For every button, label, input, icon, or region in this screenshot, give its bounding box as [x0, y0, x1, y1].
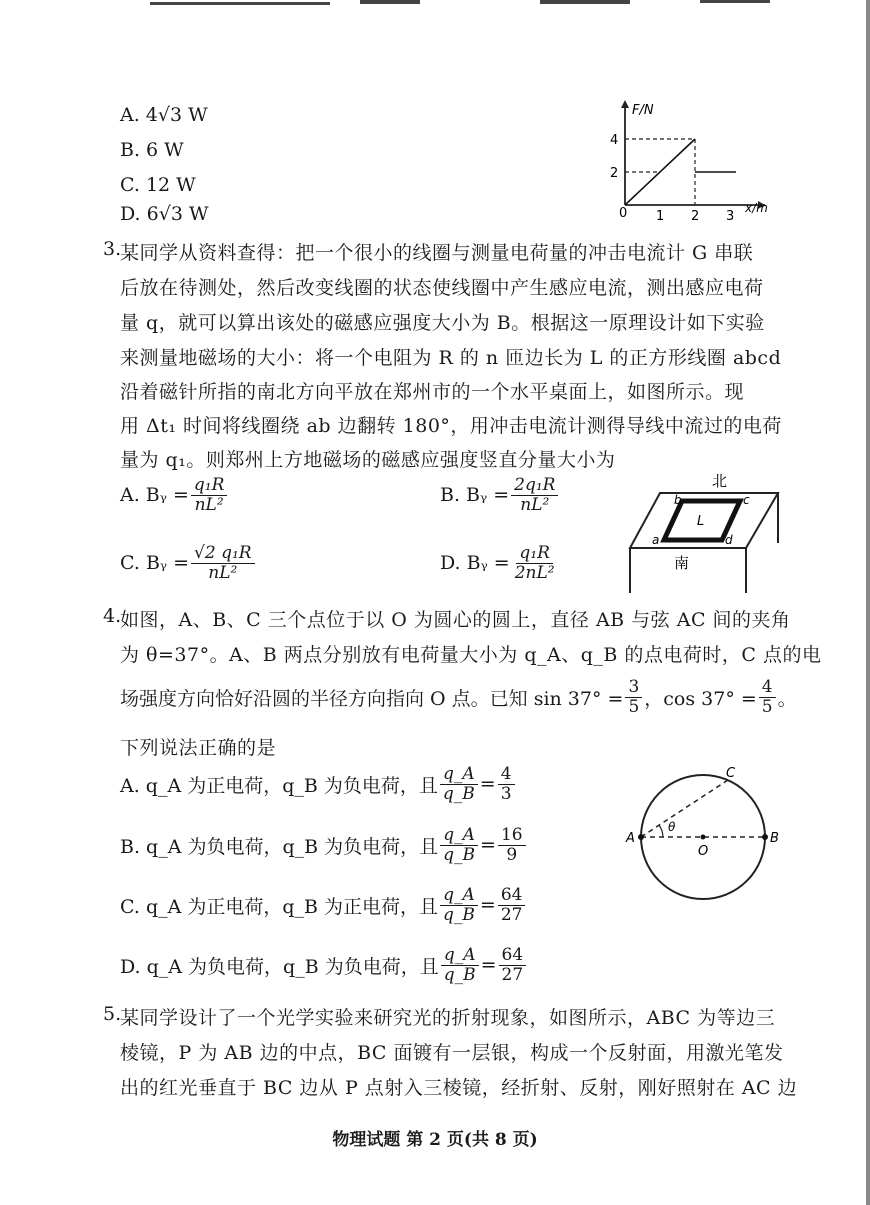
q2-option-b: B. 6 W [120, 139, 184, 161]
q4-option-d-ratio-num: q_A [441, 946, 479, 966]
y-axis-label: F/N [632, 103, 654, 118]
q3-option-b-label: B. Bᵧ = [440, 484, 510, 507]
q4-option-b-equals: = [480, 834, 496, 857]
corner-d-label: d [725, 533, 733, 547]
label-o: O [698, 844, 709, 859]
south-label: 南 [674, 554, 690, 572]
q3-option-d-label: D. Bᵧ = [440, 552, 510, 575]
q4-option-b [120, 826, 528, 864]
q4-option-c-equals: = [479, 894, 496, 917]
q4-option-b-ratio-den: q_B [443, 844, 476, 865]
q5-line-1: 某同学设计了一个光学实验来研究光的折射现象，如图所示，ABC 为等边三 [120, 1007, 776, 1029]
q4-option-a-value [498, 765, 515, 803]
q3-option-a-denominator: nL² [194, 494, 224, 515]
q4-option-b-ratio [440, 826, 478, 864]
q4-option-d-ratio-den: q_B [443, 964, 476, 985]
q3-option-d-fraction [512, 544, 558, 582]
q4-option-b-value-den: 9 [506, 844, 518, 865]
q3-line-7: 量为 q₁。则郑州上方地磁场的磁感应强度竖直分量大小为 [120, 449, 616, 471]
q3-option-d-numerator: q₁R [516, 544, 553, 564]
q3-line-4: 来测量地磁场的大小：将一个电阻为 R 的 n 匝边长为 L 的正方形线圈 abcd [120, 347, 782, 369]
q4-option-a-value-den: 3 [500, 783, 512, 804]
q5-line-2: 棱镜，P 为 AB 边的中点，BC 面镀有一层银，构成一个反射面，用激光笔发 [120, 1042, 784, 1064]
q4-option-d-value-den: 27 [501, 964, 524, 985]
q5-number: 5. [103, 1003, 122, 1025]
q4-option-c-ratio-num: q_A [440, 886, 478, 906]
q3-option-c-numerator: √2 q₁R [191, 544, 255, 564]
x-tick-label: 2 [691, 209, 700, 220]
q4-option-d-equals: = [480, 954, 497, 977]
q4-option-a-equals: = [479, 773, 496, 796]
label-theta: θ [668, 820, 676, 834]
north-label: 北 [712, 472, 728, 490]
sin-numerator: 3 [625, 678, 642, 698]
scan-right-edge [866, 0, 870, 1205]
q2-option-d: D. 6√3 W [120, 203, 209, 225]
q4-option-a-value-num: 4 [498, 765, 515, 785]
q4-line-2: 为 θ=37°。A、B 两点分别放有电荷量大小为 q_A、q_B 的点电荷时，C 点的电 [120, 644, 822, 666]
q4-option-b-value [498, 826, 526, 864]
q4-option-c-value [498, 886, 526, 924]
q4-option-b-ratio-num: q_A [440, 826, 478, 846]
q4-option-c-value-den: 27 [500, 904, 523, 925]
q4-option-a-ratio-den: q_B [442, 783, 475, 804]
q3-line-5: 沿着磁针所指的南北方向平放在郑州市的一个水平桌面上，如图所示。现 [120, 381, 745, 403]
q5-line-3: 出的红光垂直于 BC 边从 P 点射入三棱镜，经折射、反射，刚好照射在 AC 边 [120, 1077, 798, 1099]
corner-a-label: a [652, 533, 660, 547]
cos-numerator: 4 [759, 678, 776, 698]
x-tick-label: 3 [726, 209, 735, 220]
q3-option-d [440, 544, 560, 582]
scan-edge-mark [700, 0, 770, 3]
y-tick-label: 2 [610, 166, 619, 181]
q4-option-c-value-num: 64 [498, 886, 526, 906]
q4-option-d-ratio [441, 946, 479, 984]
q4-line-3c: 。 [777, 687, 797, 710]
q4-option-c [120, 886, 527, 924]
q3-line-1: 某同学从资料查得：把一个很小的线圈与测量电荷量的冲击电流计 G 串联 [120, 242, 754, 264]
point-b [762, 834, 768, 840]
q4-option-a-ratio-num: q_A [440, 765, 478, 785]
q4-option-b-text: B. q_A 为负电荷，q_B 为负电荷，且 [120, 835, 439, 858]
scan-edge-mark [540, 0, 630, 4]
q3-option-d-denominator: 2nL² [514, 562, 555, 583]
corner-b-label: b [674, 493, 682, 507]
q3-option-a-label: A. Bᵧ = [120, 484, 189, 507]
q3-number: 3. [103, 238, 122, 260]
point-o [701, 835, 706, 840]
q3-option-b-denominator: nL² [520, 494, 550, 515]
q3-option-a [120, 476, 229, 514]
coil-label: L [697, 514, 705, 529]
point-a [638, 834, 644, 840]
q4-option-d-value-num: 64 [499, 946, 527, 966]
origin-label: 0 [619, 206, 628, 220]
q4-line-3b: ，cos 37° = [644, 687, 757, 710]
q4-line-1: 如图，A、B、C 三个点位于以 O 为圆心的圆上，直径 AB 与弦 AC 间的夹角 [120, 609, 791, 631]
q4-option-d-value [499, 946, 527, 984]
q3-option-c-fraction [191, 544, 255, 582]
q3-option-a-numerator: q₁R [191, 476, 228, 496]
scan-edge-mark [360, 0, 420, 4]
q4-option-c-ratio [440, 886, 478, 924]
q4-number: 4. [103, 605, 122, 627]
cos-fraction [759, 678, 776, 716]
label-c: C [726, 766, 736, 781]
scan-edge-mark [150, 2, 330, 5]
label-b: B [770, 831, 779, 846]
q4-option-d [120, 946, 528, 984]
chord-ac [641, 780, 728, 837]
theta-arc [659, 825, 663, 837]
q3-option-c-label: C. Bᵧ = [120, 552, 190, 575]
q4-option-c-text: C. q_A 为正电荷，q_B 为正电荷，且 [120, 895, 439, 918]
q3-option-a-fraction [191, 476, 228, 514]
q4-option-c-ratio-den: q_B [443, 904, 475, 925]
q2-option-a: A. 4√3 W [120, 104, 208, 126]
x-axis-label: x/m [745, 201, 768, 215]
q3-line-6: 用 Δt₁ 时间将线圈绕 ab 边翻转 180°，用冲击电流计测得导线中流过的电荷 [120, 415, 782, 437]
y-tick-label: 4 [610, 133, 619, 148]
q3-option-c [120, 544, 257, 582]
q4-option-a [120, 765, 517, 803]
page-footer: 物理试题 第 2 页(共 8 页) [332, 1130, 538, 1150]
label-a: A [626, 831, 635, 846]
coil-on-table-figure [620, 468, 790, 598]
q3-option-b-numerator: 2q₁R [511, 476, 558, 496]
x-tick-label: 1 [656, 209, 665, 220]
q3-option-c-denominator: nL² [208, 562, 238, 583]
corner-c-label: c [743, 493, 750, 507]
circle-charges-figure [620, 765, 785, 900]
q3-line-2: 后放在待测处，然后改变线圈的状态使线圈中产生感应电流，测出感应电荷 [120, 277, 764, 299]
q4-option-b-value-num: 16 [498, 826, 526, 846]
q3-line-3: 量 q，就可以算出该处的磁感应强度大小为 B。根据这一原理设计如下实验 [120, 312, 765, 334]
q4-line-3a: 场强度方向恰好沿圆的半径方向指向 O 点。已知 sin 37° = [120, 687, 624, 710]
q4-option-a-text: A. q_A 为正电荷，q_B 为负电荷，且 [120, 774, 438, 797]
q4-line-3 [120, 678, 797, 716]
q3-option-b [440, 476, 560, 514]
q4-option-a-ratio [440, 765, 478, 803]
q2-option-c: C. 12 W [120, 174, 196, 196]
sin-fraction [625, 678, 642, 716]
cos-denominator: 5 [761, 696, 773, 717]
q3-option-b-fraction [511, 476, 558, 514]
sin-denominator: 5 [628, 696, 640, 717]
q4-line-4: 下列说法正确的是 [120, 737, 277, 759]
y-axis-arrow [621, 100, 629, 108]
q4-option-d-text: D. q_A 为负电荷，q_B 为负电荷，且 [120, 955, 439, 978]
force-displacement-graph [600, 95, 780, 220]
